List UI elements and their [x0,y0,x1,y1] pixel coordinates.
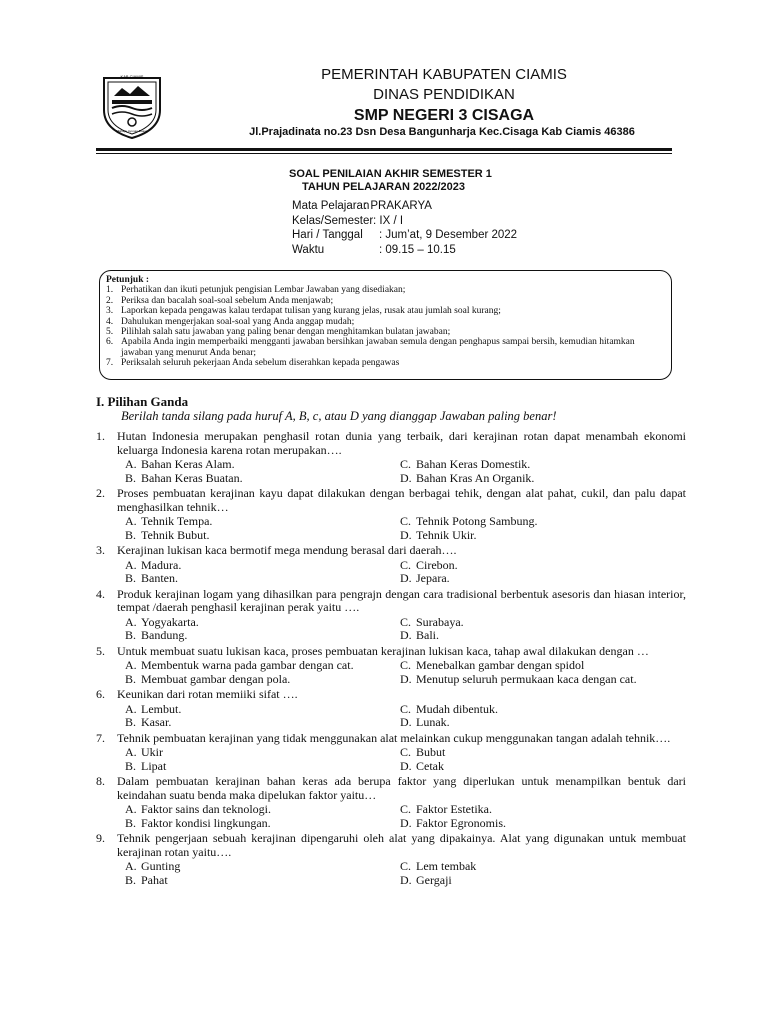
answer-options [125,703,686,730]
instruction-item: 7. Periksalah seluruh pekerjaan Anda sebelum diserahkan kepada pengawas [106,358,400,369]
answer-option[interactable]: A. Gunting [125,859,181,873]
header-rule-thick [96,148,672,151]
answer-option[interactable]: B. Bandung. [125,628,188,642]
answer-options [125,616,686,643]
instruction-item: 3. Laporkan kepada pengawas kalau terdapat tulisan yang kurang jelas, rusak atau jumlah soal kurang; [106,306,501,317]
question-text: Kerajinan lukisan kaca bermotif mega mendung berasal dari daerah…. [117,543,457,557]
instructions-list [106,285,663,368]
question-text: Keunikan dari rotan memiiki sifat …. [117,687,298,701]
answer-option[interactable]: B. Banten. [125,571,178,585]
header-government: PEMERINTAH KABUPATEN CIAMIS [321,66,567,83]
question [96,588,686,645]
question [96,487,686,544]
answer-option[interactable]: A. Yogyakarta. [125,614,199,629]
question-number: 1. [96,429,105,443]
question-text: Tehnik pengerjaan sebuah kerajinan dipengaruhi oleh alat yang dipakainya. Alat yang digunakan untuk membuat kerajinan rotan yaitu…. [117,831,686,859]
answer-options [125,458,686,485]
answer-option[interactable]: D. Bali. [400,628,439,642]
question-list [96,430,686,889]
answer-option[interactable]: B. Faktor kondisi lingkungan. [125,815,271,830]
logo-text-bottom: Mahayu Ayunan Buana [116,129,148,133]
answer-option[interactable]: A. Ukir [125,745,163,759]
section-title: I. Pilihan Ganda [96,394,189,409]
section-instruction: Berilah tanda silang pada huruf A, B, c, atau D yang dianggap Jawaban paling benar! [121,409,557,423]
answer-options [125,803,686,830]
answer-option[interactable]: B. Membuat gambar dengan pola. [125,671,291,686]
meta-key: Hari / Tanggal [292,229,363,241]
answer-option[interactable]: B. Lipat [125,758,167,773]
answer-option[interactable]: D. Bahan Kras An Organik. [400,470,535,485]
question-text: Proses pembuatan kerajinan kayu dapat dilakukan dengan berbagai tehik, dengan alat pahat, cukil, dan palu dapat menghasilkan tehnik… [117,486,686,514]
meta-value: : PRAKARYA [364,200,432,212]
answer-option[interactable]: D. Tehnik Ukir. [400,527,477,542]
question [96,544,686,588]
answer-option[interactable]: C. Bubut [400,745,446,759]
question [96,775,686,832]
header-rule-thin [96,153,672,154]
answer-option[interactable]: C. Cirebon. [400,557,458,572]
answer-option[interactable]: B. Kasar. [125,715,172,729]
instruction-item: 2. Periksa dan bacalah soal-soal sebelum Anda menjawab; [106,295,334,306]
meta-key: Kelas/Semester [292,214,374,227]
question-text: Dalam pembuatan kerajinan bahan keras ada berupa faktor yang diperlukan untuk menampilkan bentuk dari keindahan suatu benda maka dipelukan faktor yaitu… [117,774,686,802]
question-text: Hutan Indonesia merupakan penghasil rotan dunia yang terbaik, dari kerajinan rotan dapat menambah ekonomi keluarga Indonesia karena rotan merupakan…. [117,429,686,457]
answer-option[interactable]: B. Tehnik Bubut. [125,527,210,542]
question-number: 6. [96,687,105,701]
answer-option[interactable]: C. Bahan Keras Domestik. [400,457,531,471]
answer-option[interactable]: D. Lunak. [400,715,450,729]
question [96,645,686,689]
question [96,430,686,487]
logo-text-top: KAB CIAMIS [120,74,144,79]
meta-value: : 09.15 – 10.15 [379,243,456,256]
answer-option[interactable]: D. Menutup seluruh permukaan kaca dengan cat. [400,671,637,686]
answer-option[interactable]: A. Membentuk warna pada gambar dengan cat. [125,658,354,672]
answer-option[interactable]: B. Bahan Keras Buatan. [125,470,243,485]
answer-option[interactable]: C. Faktor Estetika. [400,802,492,816]
answer-option[interactable]: C. Surabaya. [400,614,464,629]
instruction-item: 1. Perhatikan dan ikuti petunjuk pengisian Lembar Jawaban yang disediakan; [106,285,406,296]
answer-options [125,746,686,773]
header-address: Jl.Prajadinata no.23 Dsn Desa Bangunharja Kec.Cisaga Kab Ciamis 46386 [249,126,635,138]
exam-title: SOAL PENILAIAN AKHIR SEMESTER 1 [289,168,492,180]
instructions-box [99,270,672,380]
answer-option[interactable]: C. Mudah dibentuk. [400,701,498,716]
answer-option[interactable]: A. Bahan Keras Alam. [125,457,235,471]
meta-key: Waktu [292,243,325,256]
question-text: Produk kerajinan logam yang dihasilkan para pengrajn dengan cara tradisional berbentuk asesoris dan hiasan interior, tempat /daerah penghasil kerajinan perak yaitu …. [117,586,686,614]
meta-value: : Jum’at, 9 Desember 2022 [379,229,518,241]
answer-option[interactable]: C. Lem tembak [400,859,477,873]
question-text: Untuk membuat suatu lukisan kaca, proses pembuatan kerajinan lukisan kaca, tahap awal dilakukan dengan … [117,643,649,658]
answer-options [125,860,686,887]
answer-options [125,559,686,586]
instruction-item: 4. Dahulukan mengerjakan soal-soal yang Anda anggap mudah; [106,316,355,327]
question [96,732,686,776]
question-number: 3. [96,543,105,557]
header-school-name: SMP NEGERI 3 CISAGA [353,107,535,124]
meta-key: Mata Pelajaran [292,200,370,212]
question-number: 4. [96,586,105,601]
instruction-item: 6. Apabila Anda ingin memperbaiki mengganti jawaban bersihkan jawaban semula dengan penghapus sampai bersih, kemudian hitamkan jawaban yang menurut Anda benar; [106,337,635,358]
question-number: 5. [96,643,105,658]
meta-value: : IX / I [373,214,404,227]
answer-options [125,659,686,686]
instruction-item: 5. Pilihlah salah satu jawaban yang paling benar dengan menghitamkan bulatan jawaban; [106,327,451,338]
answer-option[interactable]: C. Tehnik Potong Sambung. [400,514,538,528]
instructions-title: Petunjuk : [106,275,150,285]
question [96,688,686,732]
answer-option[interactable]: C. Menebalkan gambar dengan spidol [400,658,585,672]
question-number: 8. [96,774,105,788]
question-number: 7. [96,730,105,745]
answer-option[interactable]: A. Madura. [125,557,182,572]
answer-option[interactable]: D. Jepara. [400,571,450,585]
answer-options [125,515,686,542]
answer-option[interactable]: D. Gergaji [400,872,452,887]
question-number: 9. [96,831,105,845]
answer-option[interactable]: A. Faktor sains dan teknologi. [125,802,271,816]
question-text: Tehnik pembuatan kerajinan yang tidak menggunakan alat melainkan cukup menggunakan tangan adalah tehnik…. [117,730,671,745]
answer-option[interactable]: B. Pahat [125,872,168,887]
header-department: DINAS PENDIDIKAN [373,86,515,103]
question-number: 2. [96,486,105,500]
answer-option[interactable]: D. Cetak [400,758,444,773]
answer-option[interactable]: D. Faktor Egronomis. [400,815,506,830]
answer-option[interactable]: A. Lembut. [125,701,182,716]
exam-year: TAHUN PELAJARAN 2022/2023 [302,181,466,193]
question [96,832,686,889]
answer-option[interactable]: A. Tehnik Tempa. [125,514,213,528]
